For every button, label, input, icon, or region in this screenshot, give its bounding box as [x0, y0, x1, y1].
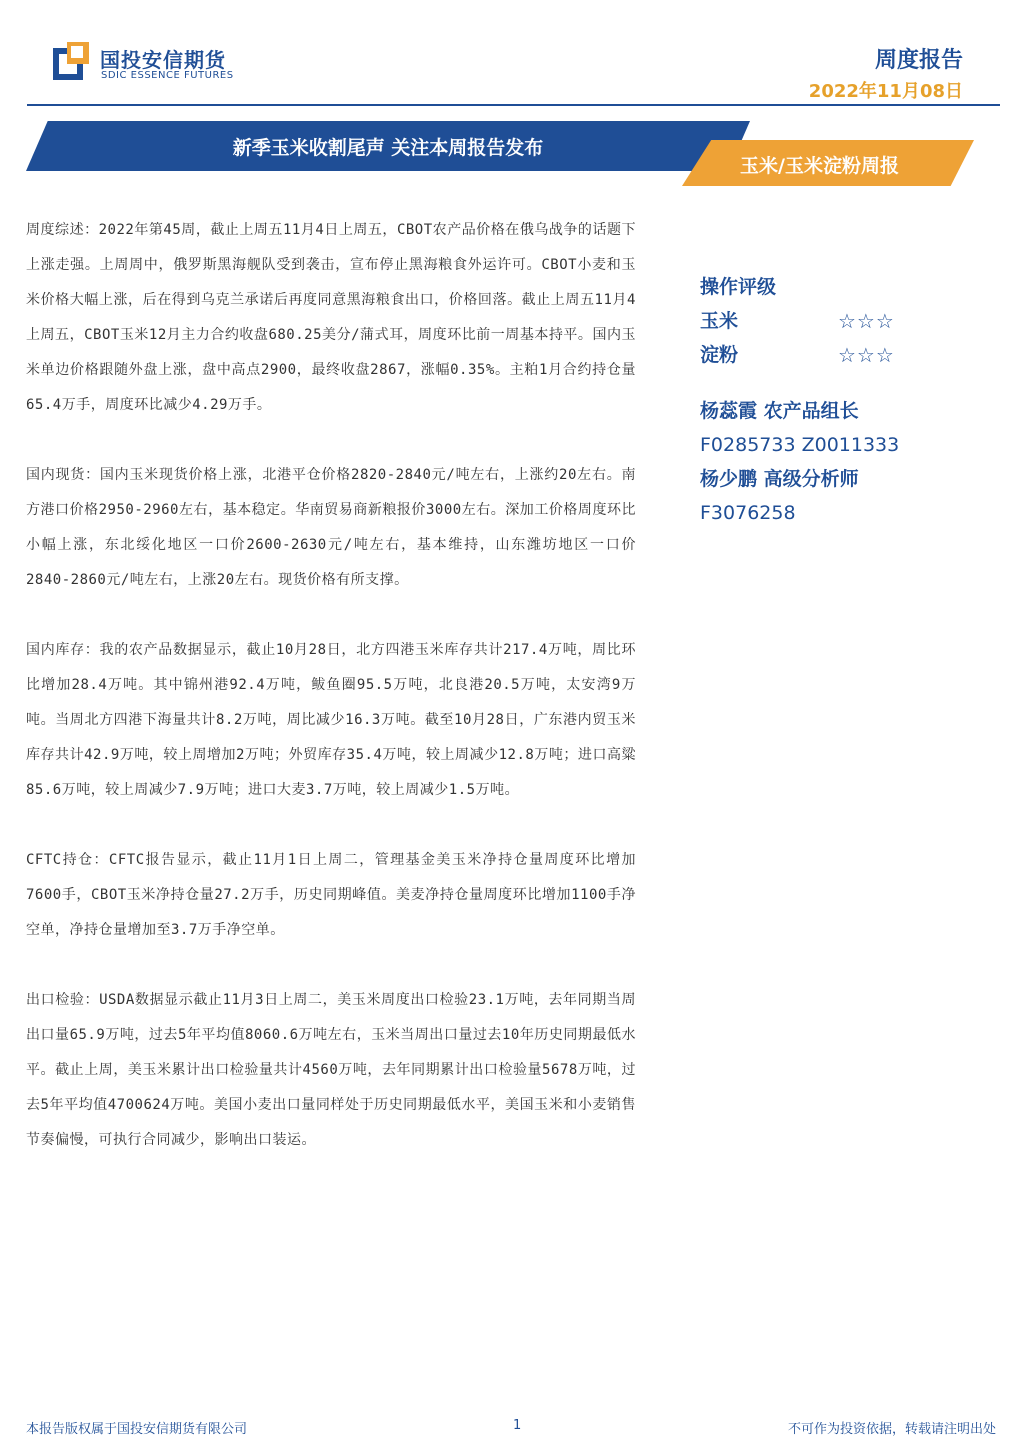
header-rule: [27, 104, 1000, 106]
analyst-name: 杨少鹏 高级分析师: [700, 468, 859, 490]
star-rating-icon: ☆☆☆: [838, 343, 895, 367]
sidebar: [700, 270, 990, 530]
page-footer: [0, 1418, 1025, 1438]
cftc-position-paragraph: CFTC持仓：CFTC报告显示，截止11月1日上周二，管理基金美玉米净持仓量周度环比增加7600手，CBOT玉米净持仓量27.2万手，历史同期峰值。美麦净持仓量周度环比增加1100手净空单，净持仓量增加至3.7万手净空单。: [26, 852, 636, 938]
report-subtitle: 玉米/玉米淀粉周报: [740, 155, 899, 177]
rating-label: 淀粉: [700, 344, 739, 366]
report-type: 周度报告: [874, 48, 963, 73]
analyst-cert: F3076258: [700, 502, 796, 524]
export-inspection-paragraph: 出口检验：USDA数据显示截止11月3日上周二，美玉米周度出口检验23.1万吨，去年同期当周出口量65.9万吨，过去5年平均值8060.6万吨左右，玉米当周出口量过去10年历史同期最低水平。截止上周，美玉米累计出口检验量共计4560万吨，去年同期累计出口检验量5678万吨，过去5年平均值4700624万吨。美国小麦出口量同样处于历史同期最低水平，美国玉米和小麦销售节奏偏慢，可执行合同减少，影响出口装运。: [26, 992, 636, 1148]
footer-copyright: 本报告版权属于国投安信期货有限公司: [26, 1422, 248, 1437]
report-date: 2022年11月08日: [808, 81, 963, 102]
rating-heading: 操作评级: [700, 276, 777, 298]
rating-row-corn: [700, 304, 990, 338]
weekly-summary-paragraph: 周度综述：2022年第45周，截止上周五11月4日上周五，CBOT农产品价格在俄乌战争的话题下上涨走强。上周周中，俄罗斯黑海舰队受到袭击，宣布停止黑海粮食外运许可。CBOT小麦和玉米价格大幅上涨，后在得到乌克兰承诺后再度同意黑海粮食出口，价格回落。截止上周五11月4上周五，CBOT玉米12月主力合约收盘680.25美分/蒲式耳，周度环比前一周基本持平。国内玉米单边价格跟随外盘上涨，盘中高点2900，最终收盘2867，涨幅0.35%。主粕1月合约持仓量65.4万手，周度环比减少4.29万手。: [26, 222, 636, 413]
logo-en-text: SDIC ESSENCE FUTURES: [101, 70, 234, 81]
company-logo: [53, 40, 243, 90]
main-content: [26, 213, 636, 1193]
star-rating-icon: ☆☆☆: [838, 309, 895, 333]
logo-cn-text: 国投安信期货: [100, 48, 226, 72]
analyst-name: 杨蕊霞 农产品组长: [700, 400, 859, 422]
logo-mark-icon: [53, 42, 91, 82]
analyst-cert: F0285733 Z0011333: [700, 434, 900, 456]
domestic-inventory-paragraph: 国内库存：我的农产品数据显示，截止10月28日，北方四港玉米库存共计217.4万吨，周比环比增加28.4万吨。其中锦州港92.4万吨，鲅鱼圈95.5万吨，北良港20.5万吨，太安湾9万吨。当周北方四港下海量共计8.2万吨，周比减少16.3万吨。截至10月28日，广东港内贸玉米库存共计42.9万吨，较上周增加2万吨；外贸库存35.4万吨，较上周减少12.8万吨；进口高粱85.6万吨，较上周减少7.9万吨；进口大麦3.7万吨，较上周减少1.5万吨。: [26, 642, 636, 798]
domestic-spot-paragraph: 国内现货：国内玉米现货价格上涨，北港平仓价格2820-2840元/吨左右，上涨约20左右。南方港口价格2950-2960左右，基本稳定。华南贸易商新粮报价3000左右。深加工价格周度环比小幅上涨，东北绥化地区一口价2600-2630元/吨左右，基本维持，山东潍坊地区一口价2840-2860元/吨左右，上涨20左右。现货价格有所支撑。: [26, 467, 636, 588]
rating-label: 玉米: [700, 310, 739, 332]
rating-row-starch: [700, 338, 990, 372]
report-title: 新季玉米收割尾声 关注本周报告发布: [232, 137, 544, 159]
page-number: 1: [513, 1418, 522, 1433]
footer-disclaimer: 不可作为投资依据，转载请注明出处: [787, 1422, 996, 1437]
